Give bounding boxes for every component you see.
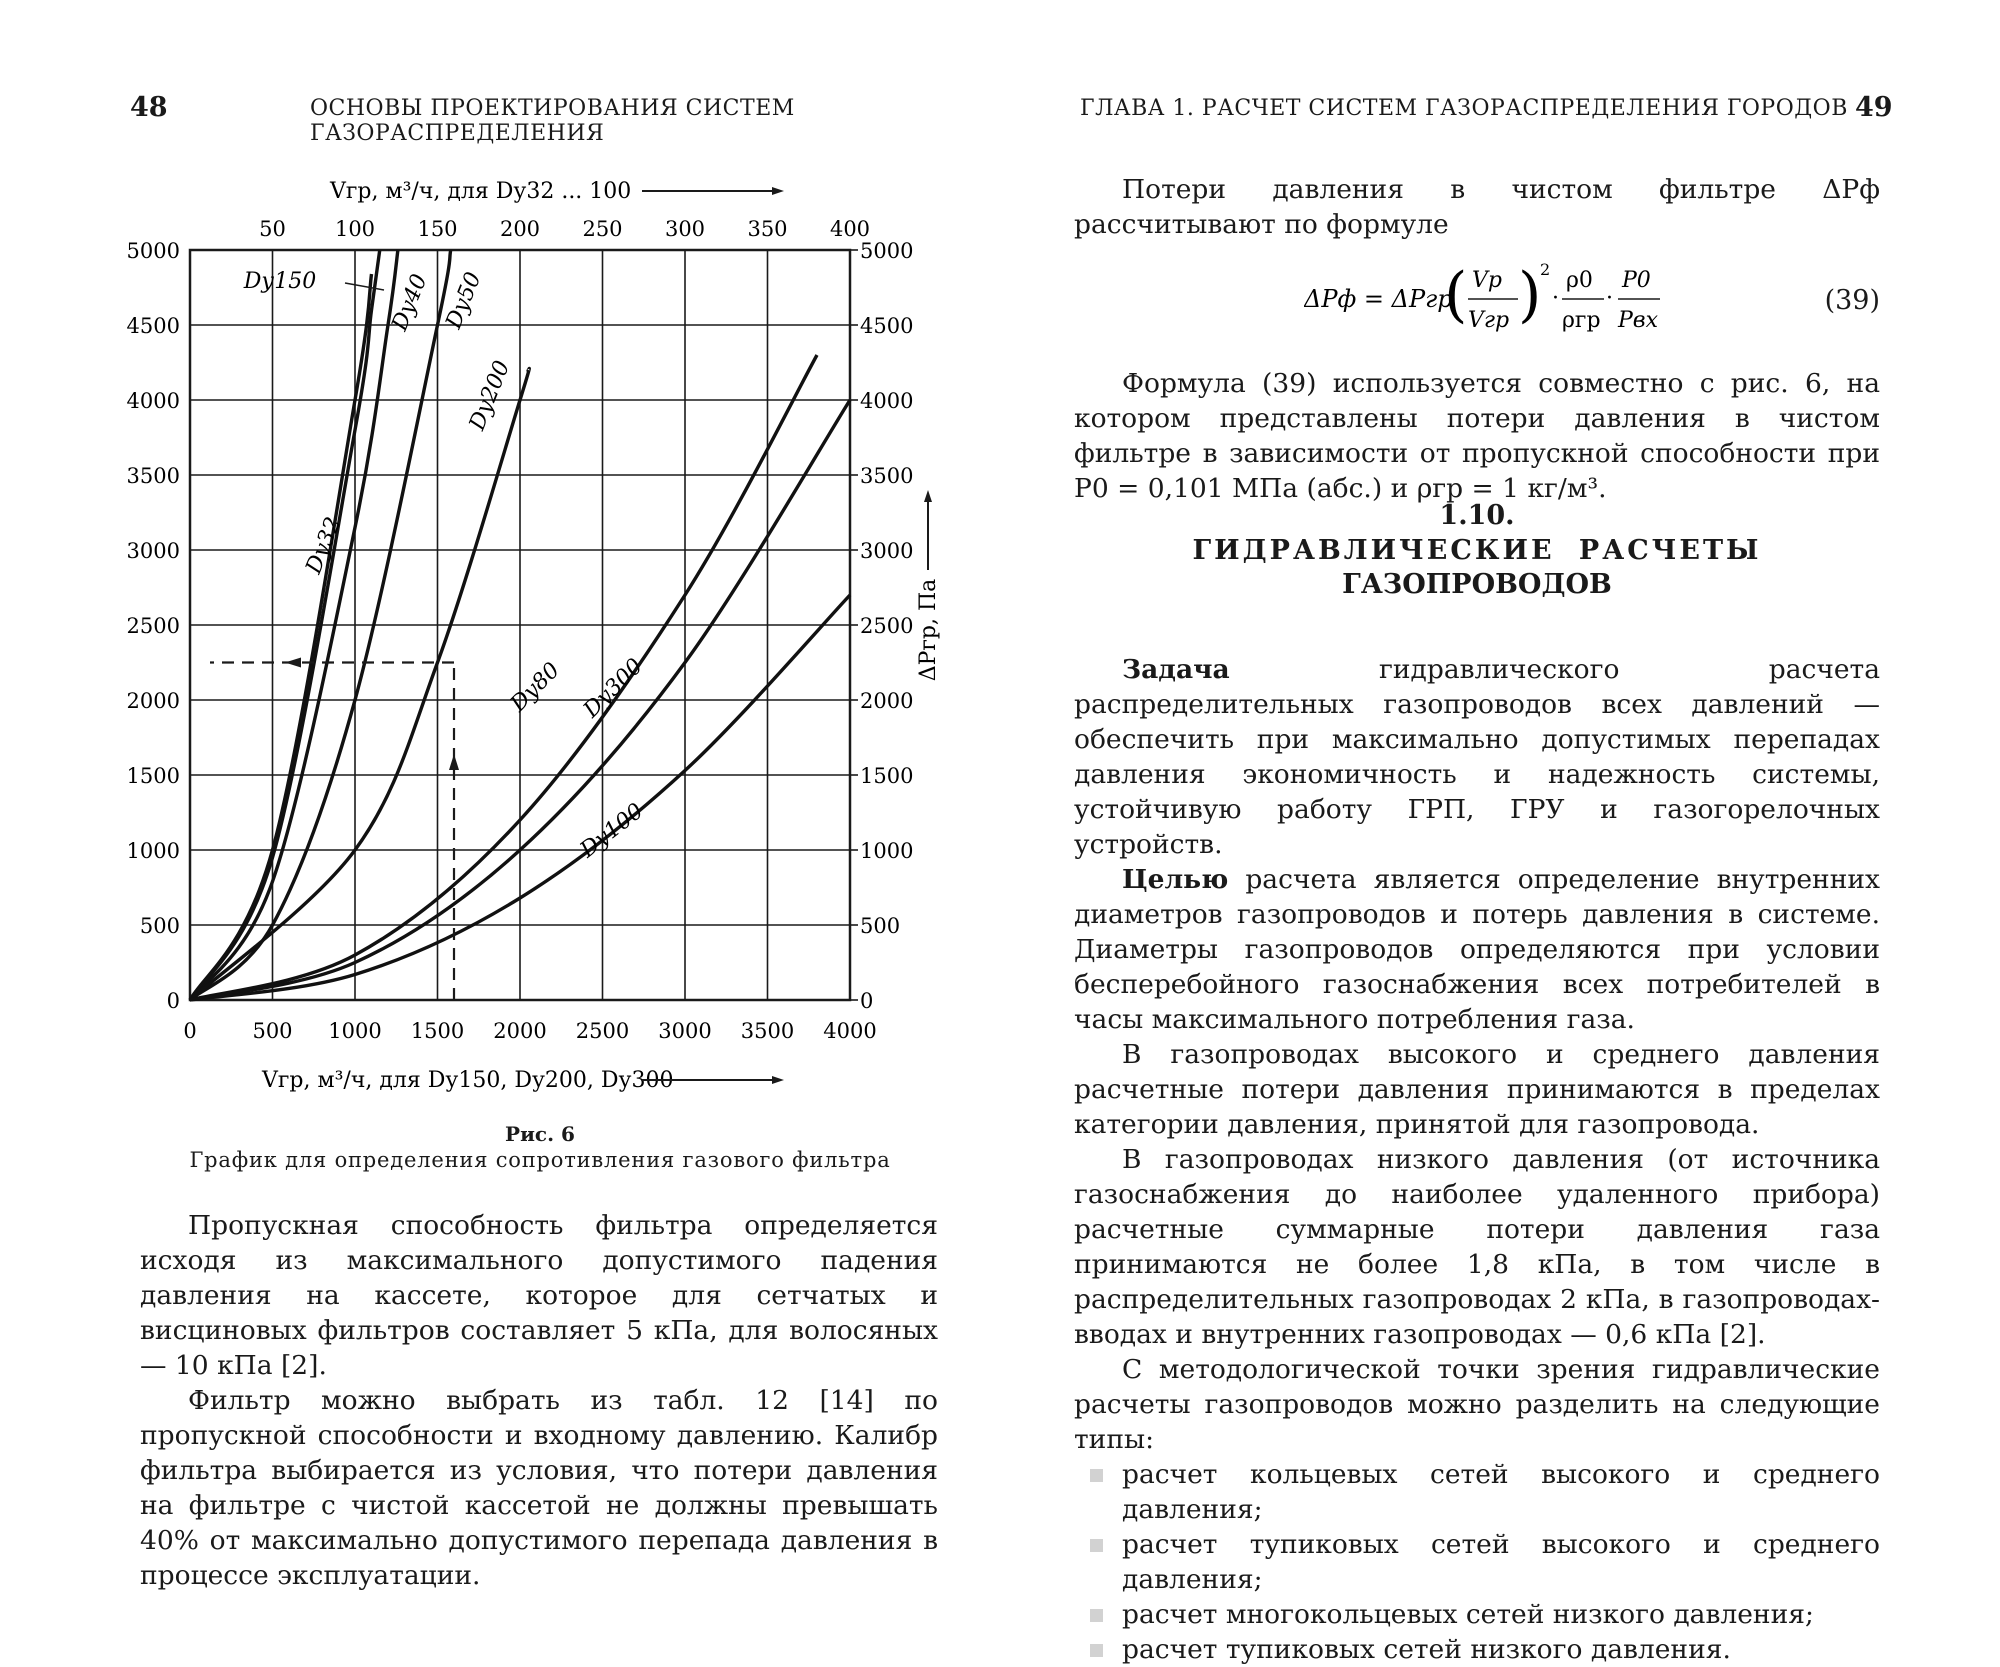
x-tick-label-bottom: 3000 [658,1019,712,1043]
formula-39 [1074,252,1880,348]
formula-usage-paragraph: Формула (39) используется совместно с рис. 6, на котором представлены потери давления в чистом фильтре в зависимости от пропускной способности при P0 = 0,101 МПа (абс.) и ρгр = 1 кг/м³. [1074,368,1880,504]
goal-text: расчета является определение внутренних диаметров газопроводов и потерь давления в системе. Диаметры газопроводов определяются при условии бесперебойного газоснабжения всех потребителей в часы максимального потребления газа. [1074,864,1880,1035]
y-tick-label-left: 2000 [126,689,180,713]
formula-dot: · [1552,286,1559,311]
section-number: 1.10. [1439,500,1515,531]
y-tick-label-right: 2000 [860,689,914,713]
y-axis-label: ΔPгр, Па [916,578,941,682]
x-tick-label-top: 150 [417,217,458,241]
formula-expression [1304,255,1664,345]
x-tick-label-bottom: 3500 [740,1019,795,1043]
task-text: гидравлического расчета распределительных газопроводов всех давлений — обеспечить при максимально допустимых перепадах давления экономичность и надежность системы, устойчивую работу ГРП, ГРУ и газогорелочных устройств. [1074,654,1880,860]
formula-p-den: Pвх [1618,308,1659,333]
list-item-text: расчет тупиковых сетей высокого и среднего давления; [1122,1529,1880,1595]
filter-resistance-chart [0,0,1000,1110]
guide-arrow-left [285,658,301,668]
series-label-Dу32: Dу32 [301,513,347,578]
y-tick-label-right: 4000 [860,389,914,413]
x-tick-label-bottom: 4000 [823,1019,877,1043]
list-item [1074,1457,1880,1527]
series-label-Dу200: Dу200 [464,357,516,434]
right-body-text [1074,652,1880,1667]
formula-paren-right: ) [1518,260,1542,330]
y-tick-label-left: 2500 [126,614,180,638]
bullet-icon [1090,1609,1103,1622]
section-heading [1074,500,1880,620]
list-item-text: расчет многокольцевых сетей низкого давления; [1122,1599,1814,1630]
bottom-axis-arrowhead [772,1076,784,1084]
task-paragraph [1074,652,1880,862]
section-title-line2: ГАЗОПРОВОДОВ [1342,569,1612,600]
series-label-Dу50: Dу50 [441,268,487,333]
y-tick-label-left: 500 [139,914,180,938]
y-tick-label-left: 5000 [126,239,180,263]
y-tick-label-left: 1000 [126,839,180,863]
formula-rho-num: ρ0 [1566,268,1593,293]
x-axis-top [259,217,870,241]
left-body-text [140,1208,938,1593]
paragraph: Фильтр можно выбрать из табл. 12 [14] по пропускной способности и входному давлению. Калибр фильтра выбирается из условия, что потери давления на фильтре с чистой кассетой не должны превышать 40% от максимально допустимого перепада давления в процессе эксплуатации. [140,1385,938,1591]
section-title-line1: ГИДРАВЛИЧЕСКИЕ РАСЧЕТЫ [1192,535,1762,566]
x-tick-label-top: 100 [334,217,376,241]
page-number: 48 [130,92,168,123]
y-tick-label-right: 1000 [860,839,914,863]
x-tick-label-top: 300 [664,217,706,241]
list-item [1074,1597,1880,1632]
y-tick-label-right: 500 [860,914,901,938]
y-axis-left [127,239,180,1013]
list-item-text: расчет тупиковых сетей низкого давления. [1122,1634,1731,1665]
formula-lhs: ΔPф = ΔPгр [1304,285,1453,313]
x-tick-label-bottom: 1000 [328,1019,382,1043]
figure-caption: График для определения сопротивления газового фильтра [189,1148,891,1172]
y-tick-label-right: 1500 [860,764,914,788]
series-label-Dу40: Dу40 [387,270,433,335]
x-tick-label-bottom: 2000 [493,1019,547,1043]
y-tick-label-right: 2500 [860,614,914,638]
y-tick-label-left: 3000 [126,539,180,563]
x-tick-label-top: 200 [499,217,541,241]
bullet-icon [1090,1539,1103,1552]
series-line-Dу32 [190,274,372,1000]
series-label-Dу300: Dу300 [578,653,648,723]
running-head: ГЛАВА 1. РАСЧЕТ СИСТЕМ ГАЗОРАСПРЕДЕЛЕНИЯ ГОРОДОВ [1080,96,1848,121]
formula-paren-left: ( [1444,260,1468,330]
low-pressure-paragraph: В газопроводах низкого давления (от источника газоснабжения до наиболее удаленного прибора) расчетные суммарные потери давления газа принимаются не более 1,8 кПа, в том числе в распределительных газопроводах 2 кПа, в газопроводах-вводах и внутренних газопроводах — 0,6 кПа [2]. [1074,1144,1880,1350]
series-leader-line [345,283,384,290]
series-label-Dу80: Dу80 [505,657,565,717]
list-item [1074,1527,1880,1597]
paragraph: Пропускная способность фильтра определяется исходя из максимального допустимого падения давления на кассете, которое для сетчатых и висциновых фильтров составляет 5 кПа, для волосяных — 10 кПа [2]. [140,1210,938,1381]
x-tick-label-top: 400 [829,217,871,241]
goal-paragraph [1074,862,1880,1037]
formula-denominator: Vгр [1468,308,1510,333]
top-axis-label: Vгр, м³/ч, для Dу32 ... 100 [330,179,632,204]
bullet-icon [1090,1469,1103,1482]
figure-title: Рис. 6 [505,1122,575,1146]
running-head: ОСНОВЫ ПРОЕКТИРОВАНИЯ СИСТЕМ ГАЗОРАСПРЕДЕЛЕНИЯ [310,96,795,146]
y-axis-arrowhead [924,490,932,502]
x-tick-label-bottom: 500 [252,1019,293,1043]
y-tick-label-left: 1500 [126,764,180,788]
section-title [1074,534,1880,602]
y-tick-label-left: 3500 [126,464,180,488]
x-axis-bottom [183,1019,876,1043]
page-number: 49 [1855,92,1893,123]
y-tick-label-right: 3000 [860,539,914,563]
bottom-axis-label: Vгр, м³/ч, для Dу150, Dу200, Dу300 [262,1068,674,1093]
goal-term: Целью [1122,864,1229,895]
chart-grid [190,250,850,1000]
series-label-Dу150: Dу150 [243,269,317,294]
formula-power: 2 [1540,260,1551,279]
calculation-types-list [1074,1457,1880,1667]
bullet-icon [1090,1644,1103,1657]
top-axis-arrowhead [772,187,784,195]
intro-block [1074,172,1880,506]
high-pressure-paragraph: В газопроводах высокого и среднего давления расчетные потери давления принимаются в пределах категории давления, принятой для газопровода. [1074,1039,1880,1140]
intro-paragraph: Потери давления в чистом фильтре ΔPф рассчитывают по формуле [1074,174,1880,240]
x-tick-label-top: 350 [747,217,788,241]
y-tick-label-left: 4000 [126,389,180,413]
types-paragraph: С методологической точки зрения гидравлические расчеты газопроводов можно разделить на следующие типы: [1074,1354,1880,1455]
list-item-text: расчет кольцевых сетей высокого и среднего давления; [1122,1459,1880,1525]
y-axis-right [850,239,913,1013]
formula-numerator: Vр [1472,268,1502,293]
y-tick-label-right: 3500 [860,464,914,488]
y-tick-label-right: 4500 [860,314,914,338]
formula-rho-den: ρгр [1562,308,1601,333]
formula-number: (39) [1824,284,1880,316]
formula-dot2: · [1606,286,1613,311]
guide-arrow-up [449,754,459,770]
x-tick-label-bottom: 2500 [575,1019,630,1043]
y-tick-label-right: 5000 [860,239,914,263]
formula-p-num: P0 [1622,268,1651,293]
x-tick-label-top: 50 [259,217,286,241]
y-tick-label-right: 0 [860,989,874,1013]
series-label-Dу100: Dу100 [575,798,649,864]
x-tick-label-top: 250 [582,217,623,241]
y-tick-label-left: 4500 [126,314,180,338]
x-tick-label-bottom: 0 [183,1019,197,1043]
task-term: Задача [1122,654,1230,685]
x-tick-label-bottom: 1500 [410,1019,465,1043]
y-tick-label-left: 0 [166,989,180,1013]
list-item [1074,1632,1880,1667]
